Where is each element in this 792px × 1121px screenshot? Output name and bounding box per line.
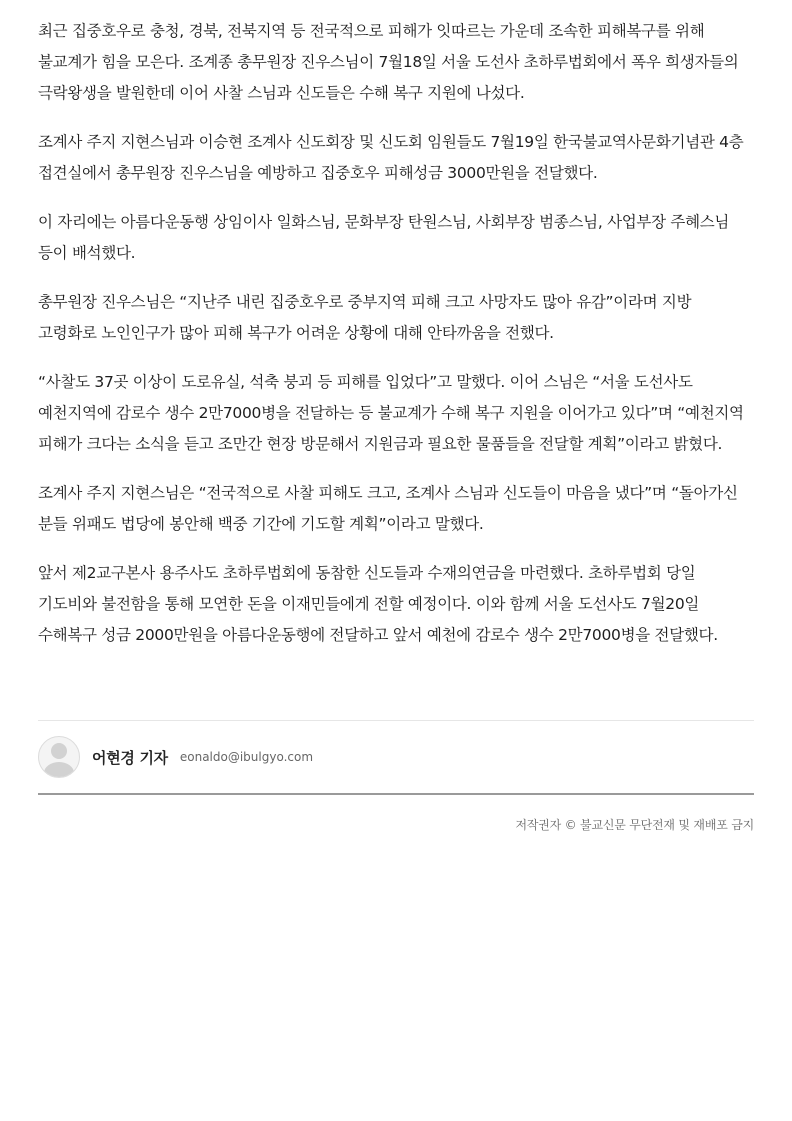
copyright-notice: 저작권자 © 불교신문 무단전재 및 재배포 금지 — [515, 818, 754, 832]
article-paragraph: 앞서 제2교구본사 용주사도 초하루법회에 동참한 신도들과 수재의연금을 마련했다. 초하루법회 당일 기도비와 불전함을 통해 모연한 돈을 이재민들에게 전할 예정이다. 이와 함께 서울 도선사도 7월20일 수해복구 성금 2000만원을 아름다운동행에 전달하고 앞서 예천에 감로수 생수 2만7000병을 전달했다. — [38, 564, 718, 644]
byline-bottom-divider — [38, 793, 754, 795]
article-paragraph: “사찰도 37곳 이상이 도로유실, 석축 붕괴 등 피해를 입었다”고 말했다. 이어 스님은 “서울 도선사도 예천지역에 감로수 생수 2만7000병을 전달하는 등 불교계가 수해 복구 지원을 이어가고 있다”며 “예천지역 피해가 크다는 소식을 듣고 조만간 현장 방문해서 지원금과 필요한 물품들을 전달할 계획”이라고 밝혔다. — [38, 373, 744, 453]
article-body — [38, 16, 754, 669]
reporter-byline — [38, 736, 754, 778]
reporter-name[interactable]: 어현경 기자 — [92, 748, 168, 767]
user-avatar-icon — [38, 736, 80, 778]
article-paragraph: 최근 집중호우로 충청, 경북, 전북지역 등 전국적으로 피해가 잇따르는 가운데 조속한 피해복구를 위해 불교계가 힘을 모은다. 조계종 총무원장 진우스님이 7월18일 서울 도선사 초하루법회에서 폭우 희생자들의 극락왕생을 발원한데 이어 사찰 스님과 신도들은 수해 복구 지원에 나섰다. — [38, 22, 739, 102]
article-paragraph: 조계사 주지 지현스님은 “전국적으로 사찰 피해도 크고, 조계사 스님과 신도들이 마음을 냈다”며 “돌아가신 분들 위패도 법당에 봉안해 백중 기간에 기도할 계획”이라고 말했다. — [38, 484, 738, 533]
article-paragraph: 총무원장 진우스님은 “지난주 내린 집중호우로 중부지역 피해 크고 사망자도 많아 유감”이라며 지방 고령화로 노인인구가 많아 피해 복구가 어려운 상황에 대해 안타까움을 전했다. — [38, 293, 692, 342]
reporter-email[interactable]: eonaldo@ibulgyo.com — [179, 750, 314, 764]
byline-divider — [38, 720, 754, 721]
article-paragraph: 조계사 주지 지현스님과 이승현 조계사 신도회장 및 신도회 임원들도 7월19일 한국불교역사문화기념관 4층 접견실에서 총무원장 진우스님을 예방하고 집중호우 피해성금 3000만원을 전달했다. — [38, 133, 744, 182]
article-paragraph: 이 자리에는 아름다운동행 상임이사 일화스님, 문화부장 탄원스님, 사회부장 범종스님, 사업부장 주혜스님 등이 배석했다. — [38, 213, 730, 262]
